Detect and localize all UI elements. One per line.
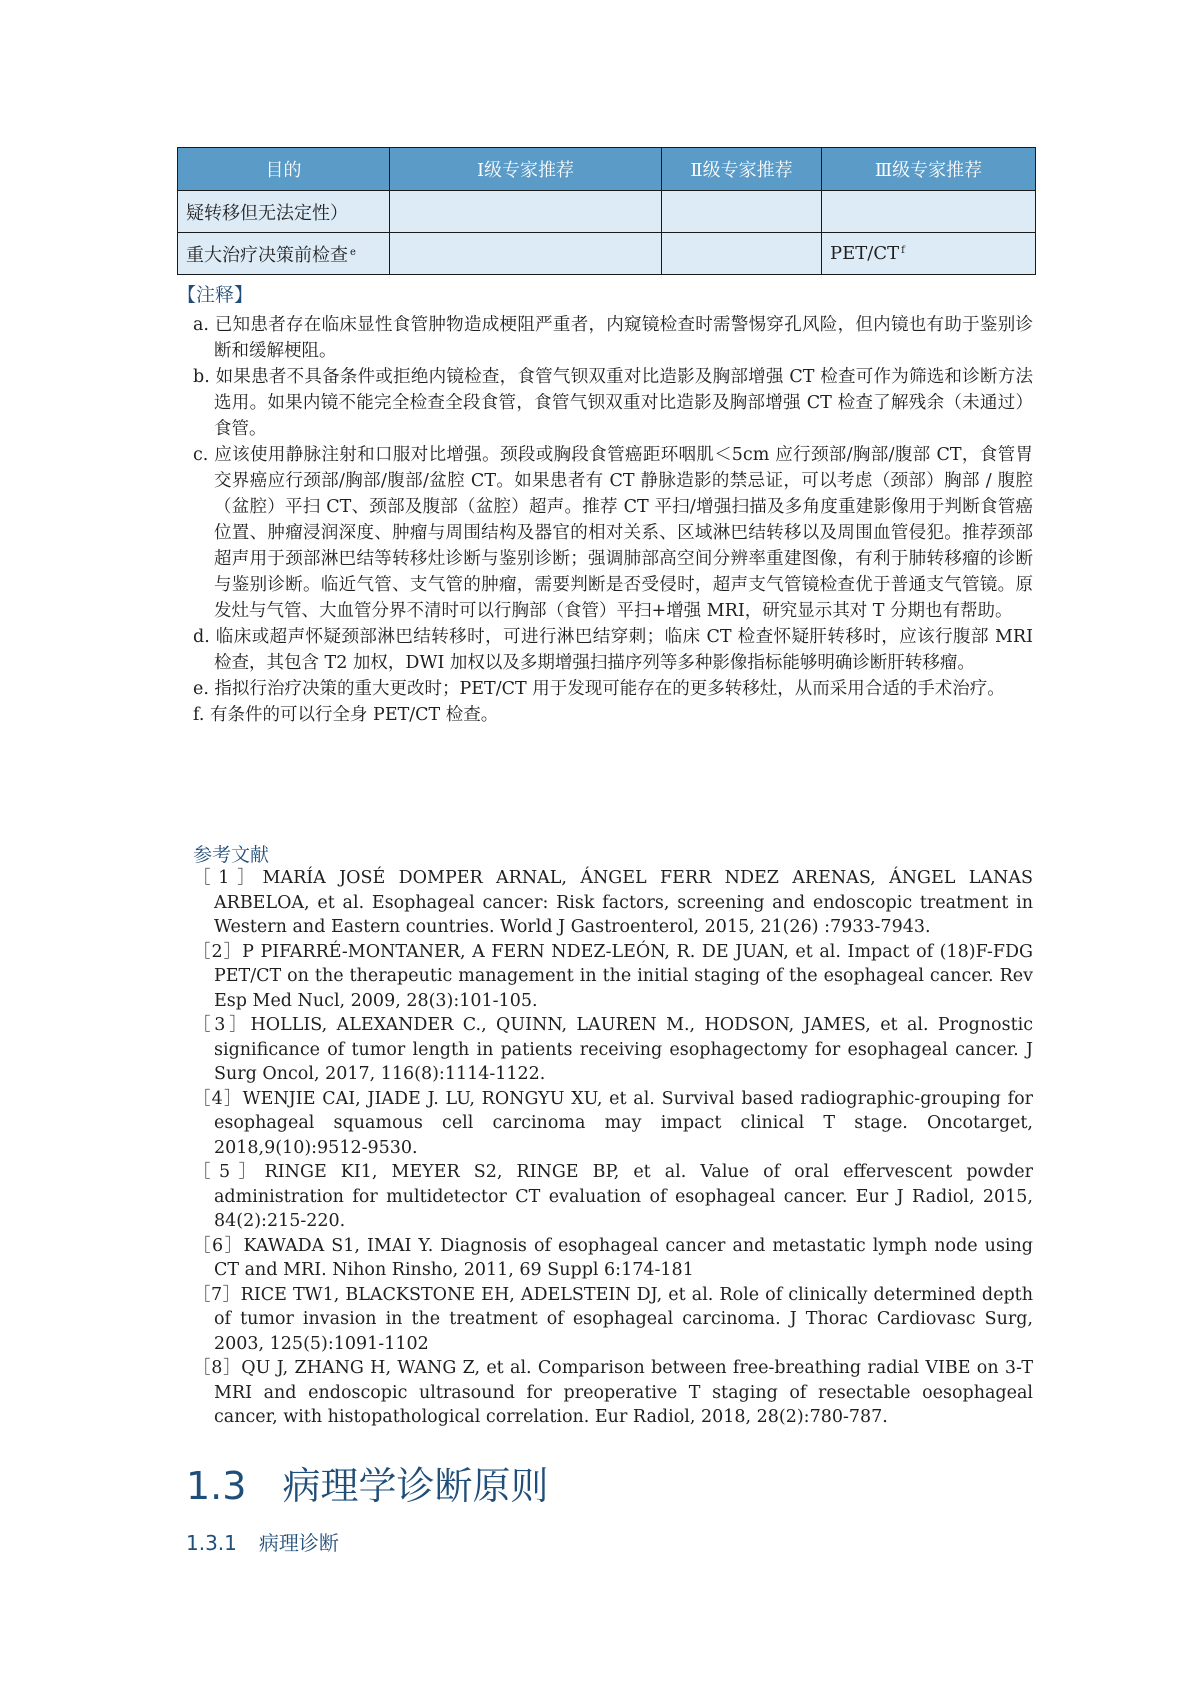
table-cell [662, 191, 822, 233]
note-item: a. 已知患者存在临床显性食管肿物造成梗阻严重者，内窥镜检查时需警惕穿孔风险，但内镜也有助于鉴别诊断和缓解梗阻。 [193, 315, 1033, 361]
note-item: f. 有条件的可以行全身 PET/CT 检查。 [193, 705, 499, 725]
footnote-mark: f [901, 245, 905, 256]
header-level-1: Ⅰ级专家推荐 [390, 148, 662, 191]
subsection-title: 病理诊断 [258, 1531, 339, 1555]
table-cell [390, 233, 662, 275]
table-cell [662, 233, 822, 275]
header-purpose: 目的 [178, 148, 390, 191]
references-list [193, 866, 1033, 1430]
note-item: e. 指拟行治疗决策的重大更改时；PET/CT 用于发现可能存在的更多转移灶，从而采用合适的手术治疗。 [193, 679, 1005, 699]
note-item: d. 临床或超声怀疑颈部淋巴结转移时，可进行淋巴结穿刺；临床 CT 检查怀疑肝转移时，应该行腹部 MRI 检查，其包含 T2 加权，DWI 加权以及多期增强扫描序列等多种影像指标能够明确诊断肝转移瘤。 [193, 627, 1033, 673]
subsection-number: 1.3.1 [186, 1531, 237, 1555]
header-level-3: Ⅲ级专家推荐 [822, 148, 1036, 191]
reference-item: ［4］WENJIE CAI, JIADE J. LU, RONGYU XU, et al. Survival based radiographic-grouping for esophageal squamous cell carcinoma may impact clinical T stage. Oncotarget, 2018,9(10):9512-9530. [193, 1088, 1033, 1158]
table-cell [178, 233, 390, 275]
header-level-2: Ⅱ级专家推荐 [662, 148, 822, 191]
cell-text: 重大治疗决策前检查 [186, 244, 348, 266]
reference-item: ［6］KAWADA S1, IMAI Y. Diagnosis of esophageal cancer and metastatic lymph node using CT and MRI. Nihon Rinsho, 2011, 69 Suppl 6:174-181 [193, 1235, 1033, 1280]
reference-item: ［5］RINGE KI1, MEYER S2, RINGE BP, et al. Value of oral effervescent powder administration for multidetector CT evaluation of esophageal cancer. Eur J Radiol, 2015, 84(2):215-220. [193, 1162, 1033, 1231]
note-item: c. 应该使用静脉注射和口服对比增强。颈段或胸段食管癌距环咽肌＜5cm 应行颈部/胸部/腹部 CT，食管胃交界癌应行颈部/胸部/腹部/盆腔 CT。如果患者有 CT 静脉造影的禁忌证，可以考虑（颈部）胸部 / 腹腔（盆腔）平扫 CT、颈部及腹部（盆腔）超声。推荐 CT 平扫/增强扫描及多角度重建影像用于判断食管癌位置、肿瘤浸润深度、肿瘤与周围结构及器官的相对关系、区域淋巴结转移以及周围血管侵犯。推荐颈部超声用于颈部淋巴结等转移灶诊断与鉴别诊断；强调肺部高空间分辨率重建图像，有利于肺转移瘤的诊断与鉴别诊断。临近气管、支气管的肿瘤，需要判断是否受侵时，超声支气管镜检查优于普通支气管镜。原发灶与气管、大血管分界不清时可以行胸部（食管）平扫+增强 MRI，研究显示其对 T 分期也有帮助。 [193, 445, 1033, 621]
notes-heading: 【注释】 [177, 284, 254, 306]
cell-text: PET/CT [830, 243, 900, 264]
reference-item: ［2］P PIFARRÉ-MONTANER, A FERN NDEZ-LEÓN, R. DE JUAN, et al. Impact of (18)F-FDG PET/CT on the therapeutic management in the initial staging of the esophageal cancer. Rev Esp Med Nucl, 2009, 28(3):101-105. [193, 941, 1033, 1011]
notes-list [193, 312, 1033, 728]
reference-item: ［1］MARÍA JOSÉ DOMPER ARNAL, ÁNGEL FERR NDEZ ARENAS, ÁNGEL LANAS ARBELOA, et al. Esophageal cancer: Risk factors, screening and endoscopic treatment in Western and Eastern countries. World J Gastroenterol, 2015, 21(26) :7933-7943. [193, 868, 1033, 937]
table-cell [822, 191, 1036, 233]
reference-item: ［7］RICE TW1, BLACKSTONE EH, ADELSTEIN DJ, et al. Role of clinically determined depth of tumor invasion in the treatment of esophageal carcinoma. J Thorac Cardiovasc Surg, 2003, 125(5):1091-1102 [193, 1284, 1033, 1354]
table-header-row [178, 148, 1036, 191]
table-cell [822, 233, 1036, 275]
table-row [178, 233, 1036, 275]
reference-item: ［8］QU J, ZHANG H, WANG Z, et al. Comparison between free-breathing radial VIBE on 3-T MRI and endoscopic ultrasound for preoperative T staging of resectable oesophageal cancer, with histopathological correlation. Eur Radiol, 2018, 28(2):780-787. [193, 1358, 1033, 1427]
table-cell: 疑转移但无法定性） [178, 191, 390, 233]
note-item: b. 如果患者不具备条件或拒绝内镜检查，食管气钡双重对比造影及胸部增强 CT 检查可作为筛选和诊断方法选用。如果内镜不能完全检查全段食管，食管气钡双重对比造影及胸部增强 CT 检查了解残余（未通过）食管。 [193, 367, 1033, 439]
table-cell [390, 191, 662, 233]
section-heading [186, 1455, 548, 1510]
references-heading: 参考文献 [193, 844, 270, 866]
section-number: 1.3 [186, 1464, 247, 1508]
subsection-heading [186, 1527, 339, 1556]
recommendation-table [177, 147, 1036, 275]
table-row [178, 191, 1036, 233]
footnote-mark: e [350, 246, 356, 258]
section-title: 病理学诊断原则 [282, 1464, 549, 1508]
reference-item: ［3］HOLLIS, ALEXANDER C., QUINN, LAUREN M., HODSON, JAMES, et al. Prognostic significance of tumor length in patients receiving esophagectomy for esophageal cancer. J Surg Oncol, 2017, 116(8):1114-1122. [193, 1015, 1033, 1084]
